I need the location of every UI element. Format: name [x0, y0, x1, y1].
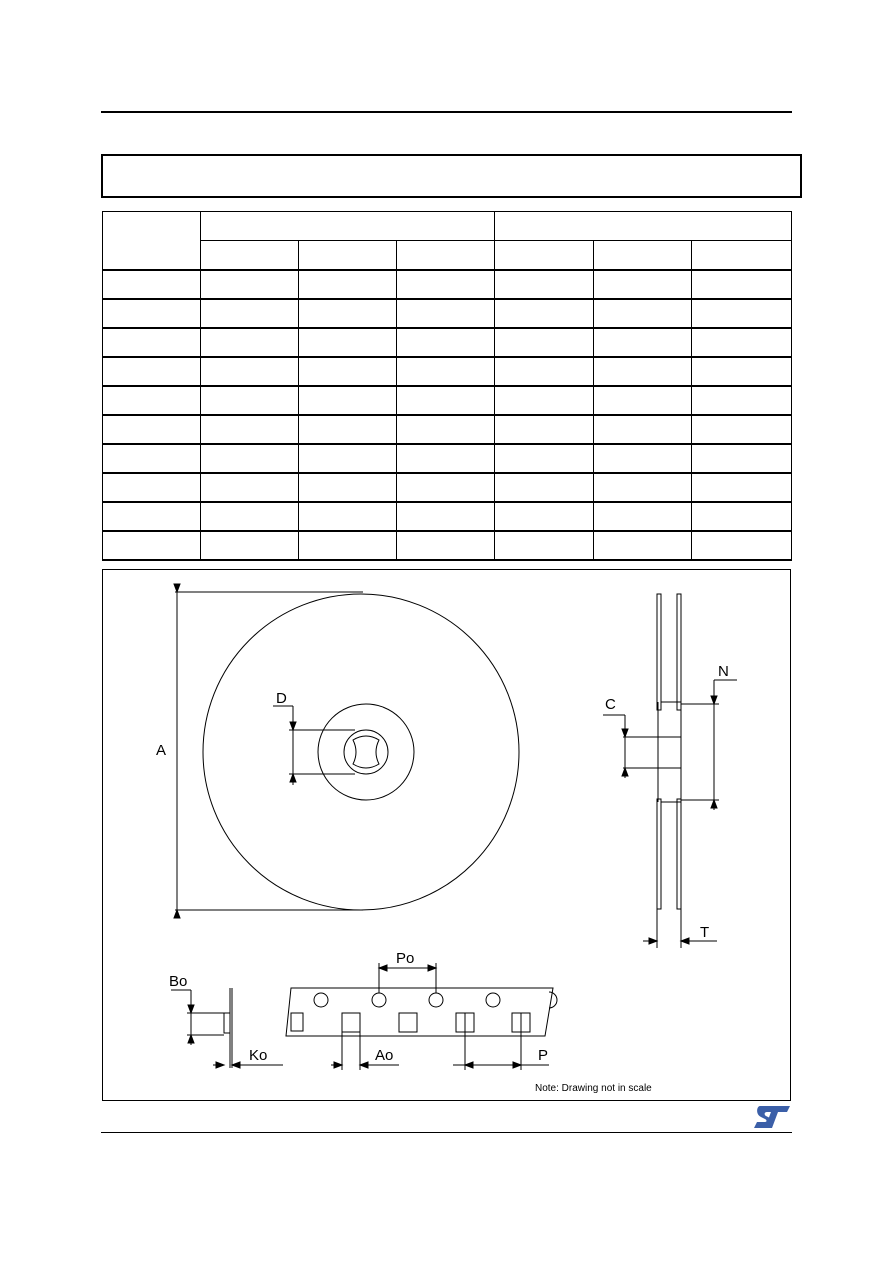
table-cell	[397, 270, 495, 299]
table-cell	[495, 415, 594, 444]
sub-header-max	[397, 241, 495, 271]
table-cell	[495, 328, 594, 357]
table-cell	[594, 357, 692, 386]
table-row	[103, 299, 792, 328]
table-cell	[103, 270, 201, 299]
table-cell	[397, 357, 495, 386]
table-cell	[594, 502, 692, 531]
reel-arbor-hole	[344, 730, 388, 774]
table-row	[103, 531, 792, 560]
sub-header-max	[692, 241, 792, 271]
table-cell	[299, 270, 397, 299]
table-cell	[397, 386, 495, 415]
table-cell	[103, 415, 201, 444]
table-cell	[692, 357, 792, 386]
label-Ko: Ko	[249, 1047, 268, 1064]
table-cell	[201, 270, 299, 299]
table-cell	[594, 444, 692, 473]
table-cell	[103, 299, 201, 328]
table-cell	[299, 357, 397, 386]
table-cell	[103, 357, 201, 386]
table-cell	[495, 531, 594, 560]
table-cell	[103, 502, 201, 531]
table-cell	[692, 444, 792, 473]
table-cell	[397, 415, 495, 444]
table-cell	[299, 473, 397, 502]
table-cell	[397, 328, 495, 357]
table-row	[103, 502, 792, 531]
table-cell	[594, 415, 692, 444]
table-cell	[201, 328, 299, 357]
table-cell	[495, 386, 594, 415]
table-row	[103, 444, 792, 473]
table-row	[103, 415, 792, 444]
table-cell	[495, 502, 594, 531]
label-C: C	[605, 696, 616, 713]
table-cell	[299, 328, 397, 357]
table-cell	[594, 473, 692, 502]
table-cell	[103, 444, 201, 473]
table-cell	[201, 357, 299, 386]
reel-side-view	[603, 594, 737, 948]
table-cell	[692, 328, 792, 357]
table-row	[103, 270, 792, 299]
label-Bo: Bo	[169, 973, 188, 990]
table-cell	[594, 299, 692, 328]
table-cell	[692, 386, 792, 415]
table-cell	[299, 444, 397, 473]
reel-front-view	[174, 584, 519, 918]
table-cell	[201, 415, 299, 444]
table-cell	[692, 531, 792, 560]
table-cell	[495, 299, 594, 328]
drawing-note: Note: Drawing not in scale	[535, 1083, 652, 1094]
table-cell	[201, 386, 299, 415]
label-D: D	[276, 690, 287, 707]
arbor-keys	[353, 736, 379, 768]
label-A: A	[156, 742, 167, 759]
label-P: P	[538, 1047, 549, 1064]
sub-header-typ	[594, 241, 692, 271]
table-cell	[692, 502, 792, 531]
label-N: N	[718, 663, 729, 680]
table-cell	[495, 473, 594, 502]
drawing-svg	[103, 570, 790, 1100]
table-row	[103, 357, 792, 386]
table-cell	[299, 502, 397, 531]
group-header-inches	[495, 212, 792, 241]
table-cell	[594, 270, 692, 299]
table-cell	[103, 328, 201, 357]
header-rule	[101, 111, 792, 113]
table-cell	[201, 299, 299, 328]
table-cell	[692, 270, 792, 299]
table-cell	[397, 444, 495, 473]
table-cell	[299, 299, 397, 328]
carrier-tape-view	[286, 963, 557, 1070]
table-cell	[201, 531, 299, 560]
table-cell	[692, 299, 792, 328]
table-cell	[594, 386, 692, 415]
table-cell	[201, 444, 299, 473]
table-cell	[299, 531, 397, 560]
table-cell	[103, 386, 201, 415]
table-cell	[495, 270, 594, 299]
table-cell	[299, 415, 397, 444]
table-row	[103, 328, 792, 357]
sub-header-min	[201, 241, 299, 271]
reel-dimensions-table	[102, 211, 792, 561]
label-Po: Po	[396, 950, 415, 967]
table-cell	[692, 415, 792, 444]
table-cell	[397, 502, 495, 531]
table-cell	[495, 444, 594, 473]
reel-outer-circle	[203, 594, 519, 910]
table-cell	[495, 357, 594, 386]
label-T: T	[700, 924, 710, 941]
table-cell	[594, 531, 692, 560]
label-Ao: Ao	[375, 1047, 394, 1064]
table-cell	[397, 531, 495, 560]
table-title-box	[101, 154, 802, 198]
table-body	[103, 270, 792, 560]
table-cell	[201, 502, 299, 531]
footer-rule	[101, 1132, 792, 1133]
table-cell	[397, 473, 495, 502]
reel-tape-drawing	[102, 569, 791, 1101]
table-row	[103, 386, 792, 415]
table-row	[103, 473, 792, 502]
st-logo-shape	[754, 1106, 790, 1128]
ref-header-cell	[103, 212, 201, 271]
table-cell	[201, 473, 299, 502]
group-header-mm	[201, 212, 495, 241]
sub-header-typ	[299, 241, 397, 271]
table-cell	[299, 386, 397, 415]
table-cell	[103, 473, 201, 502]
table-cell	[692, 473, 792, 502]
reel-hub-circle	[318, 704, 414, 800]
sub-header-min	[495, 241, 594, 271]
table-cell	[103, 531, 201, 560]
table-cell	[594, 328, 692, 357]
table-cell	[397, 299, 495, 328]
st-logo-icon	[752, 1104, 792, 1130]
